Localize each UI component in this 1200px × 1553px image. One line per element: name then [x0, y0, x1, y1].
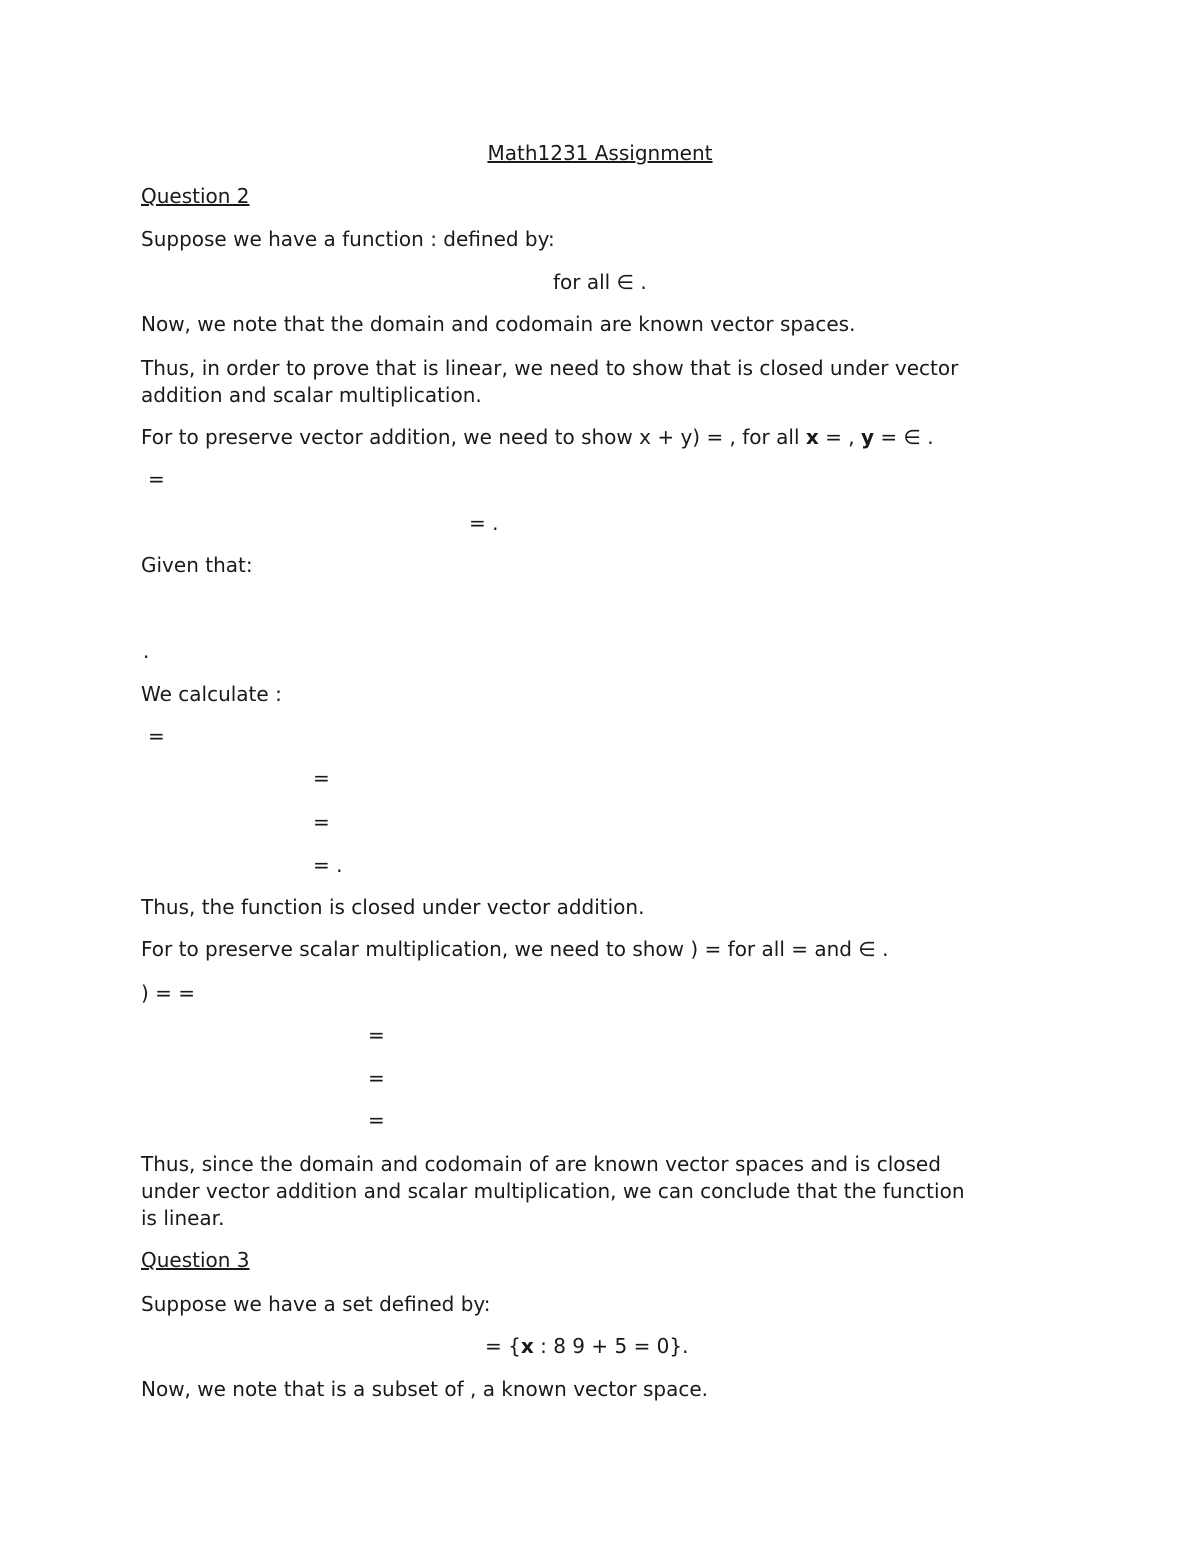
q2-scalar-statement: For to preserve scalar multiplication, we need to show ) = for all = and ∈ . [141, 937, 889, 961]
q2-calc-equation-3: = [313, 810, 330, 834]
q2-calc-equation-4: = . [313, 853, 343, 877]
q2-add-post: = ∈ . [874, 425, 934, 449]
q2-given-text: Given that: [141, 553, 253, 577]
q2-conclusion-line-3: is linear. [141, 1206, 225, 1230]
q2-calc-equation-1: = [148, 724, 165, 748]
q2-add-pre: For to preserve vector addition, we need to show x + y) = , for all [141, 425, 806, 449]
q2-intro-text: Suppose we have a function : defined by: [141, 227, 555, 251]
q2-equation-1: = [148, 467, 165, 491]
q3-subset-note: Now, we note that is a subset of , a known vector space. [141, 1377, 709, 1401]
question-3-heading: Question 3 [141, 1248, 250, 1272]
q2-scalar-equation-2: = [368, 1023, 385, 1047]
q2-scalar-equation-1: ) = = [141, 981, 196, 1005]
q3-set-pre: = { [485, 1334, 521, 1358]
q2-conclusion-line-1: Thus, since the domain and codomain of are known vector spaces and is closed [141, 1152, 941, 1176]
q3-intro-text: Suppose we have a set defined by: [141, 1292, 491, 1316]
q3-set-post: : 8 9 + 5 = 0}. [533, 1334, 689, 1358]
q2-scalar-equation-3: = [368, 1066, 385, 1090]
q2-equation-2: = . [469, 511, 499, 535]
q2-for-all-text: for all ∈ . [553, 270, 647, 294]
q2-calculate-text: We calculate : [141, 682, 282, 706]
q2-scalar-equation-4: = [368, 1108, 385, 1132]
q2-linear-line-1: Thus, in order to prove that is linear, we need to show that is closed under vector [141, 356, 959, 380]
q2-linear-line-2: addition and scalar multiplication. [141, 383, 482, 407]
q2-dot: . [143, 639, 150, 663]
page-title: Math1231 Assignment [487, 141, 713, 165]
q2-calc-equation-2: = [313, 766, 330, 790]
q2-add-y: y [860, 425, 874, 449]
q3-set-definition [485, 1333, 689, 1360]
q2-conclusion-line-2: under vector addition and scalar multiplication, we can conclude that the function [141, 1179, 965, 1203]
q3-set-x: x [520, 1334, 534, 1358]
q2-domain-note: Now, we note that the domain and codomain are known vector spaces. [141, 312, 856, 336]
question-2-heading: Question 2 [141, 184, 250, 208]
q2-add-x: x [805, 425, 819, 449]
q2-add-mid: = , [818, 425, 861, 449]
q2-closed-addition-text: Thus, the function is closed under vector addition. [141, 895, 645, 919]
q2-vector-addition-statement [141, 424, 934, 451]
